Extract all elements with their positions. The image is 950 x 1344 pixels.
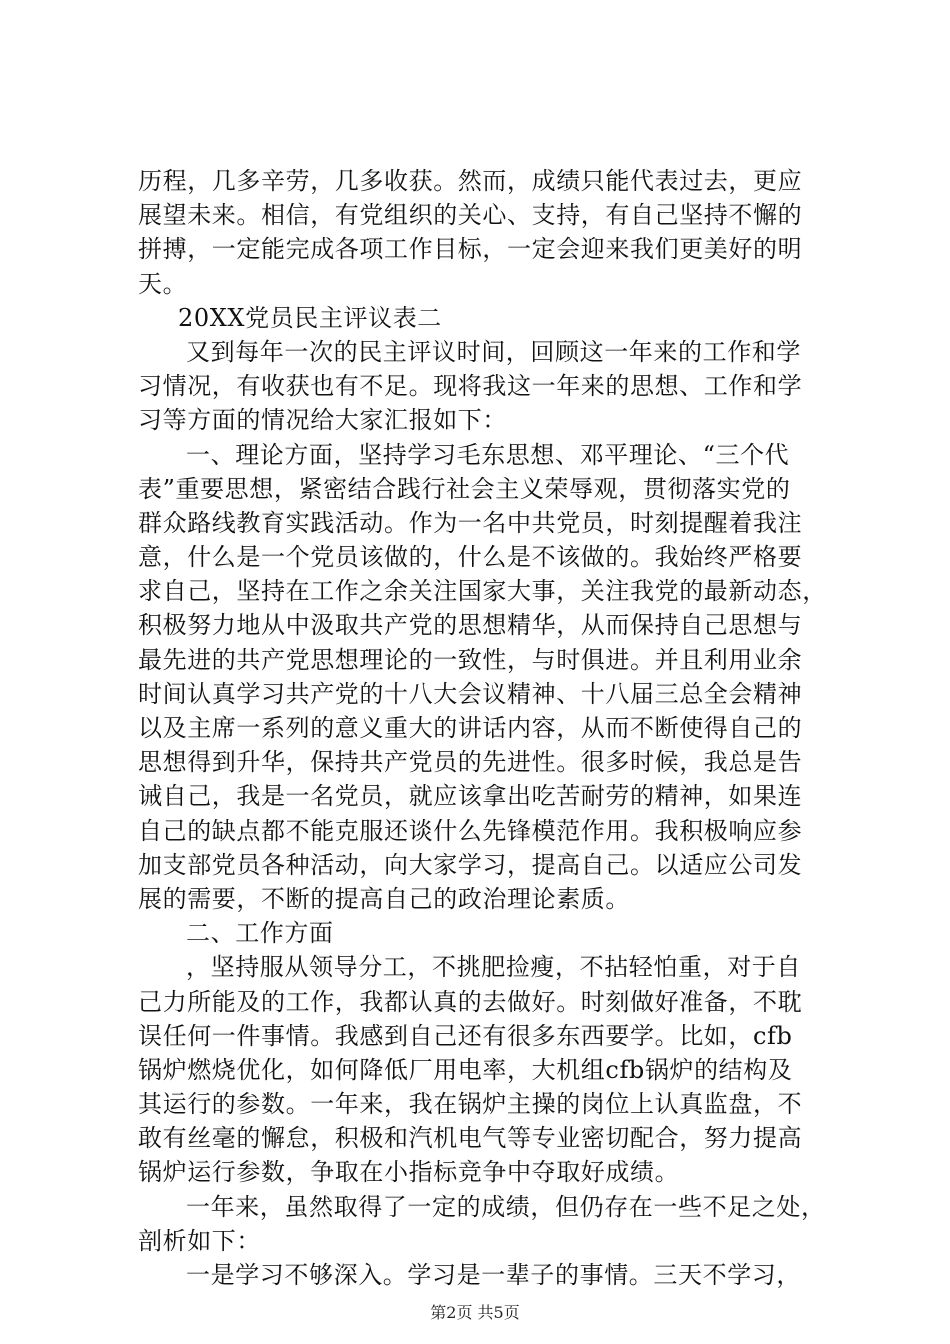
paragraph-line: 展的需要，不断的提高自己的政治理论素质。 — [138, 884, 630, 913]
paragraph-line: 诫自己，我是一名党员，就应该拿出吃苦耐劳的精神，如果连 — [138, 782, 803, 811]
paragraph-line: 习等方面的情况给大家汇报如下： — [138, 406, 507, 435]
paragraph-line: 最先进的共产党思想理论的一致性，与时俱进。并且利用业余 — [138, 645, 803, 674]
section-heading: 20XX党员民主评议表二 — [178, 303, 442, 332]
paragraph-line: 一、理论方面，坚持学习毛东思想、邓平理论、“三个代 — [186, 440, 790, 469]
paragraph-line: 积极努力地从中汲取共产党的思想精华，从而保持自己思想与 — [138, 611, 803, 640]
paragraph-line: 敢有丝毫的懈怠，积极和汽机电气等专业密切配合，努力提高 — [138, 1124, 803, 1153]
paragraph-line: 己力所能及的工作，我都认真的去做好。时刻做好准备，不耽 — [138, 987, 803, 1016]
paragraph-line: 自己的缺点都不能克服还谈什么先锋模范作用。我积极响应参 — [138, 816, 803, 845]
paragraph-line: 锅炉运行参数，争取在小指标竞争中夺取好成绩。 — [138, 1158, 680, 1187]
paragraph-line: 习情况，有收获也有不足。现将我这一年来的思想、工作和学 — [138, 372, 803, 401]
paragraph-line: 一是学习不够深入。学习是一辈子的事情。三天不学习， — [186, 1261, 801, 1289]
paragraph-line: 历程，几多辛劳，几多收获。然而，成绩只能代表过去，更应 — [138, 167, 803, 195]
paragraph-line: ，坚持服从领导分工，不挑肥捡瘦，不拈轻怕重，对于自 — [186, 953, 801, 982]
document-body — [138, 164, 828, 1292]
paragraph-line: 思想得到升华，保持共产党员的先进性。很多时候，我总是告 — [138, 748, 803, 777]
paragraph-line: 意，什么是一个党员该做的，什么是不该做的。我始终严格要 — [138, 543, 803, 572]
section-heading: 二、工作方面 — [186, 919, 334, 948]
paragraph-line: 锅炉燃烧优化，如何降低厂用电率，大机组cfb锅炉的结构及 — [138, 1055, 793, 1084]
paragraph-line: 以及主席一系列的意义重大的讲话内容，从而不断使得自己的 — [138, 714, 803, 742]
paragraph-line: 表”重要思想，紧密结合践行社会主义荣辱观，贯彻落实党的 — [138, 474, 791, 503]
paragraph-line: 拼搏，一定能完成各项工作目标，一定会迎来我们更美好的明 — [138, 235, 803, 264]
paragraph-line: 剖析如下： — [138, 1226, 261, 1255]
paragraph-line: 又到每年一次的民主评议时间，回顾这一年来的工作和学 — [186, 337, 801, 366]
paragraph-line: 群众路线教育实践活动。作为一名中共党员，时刻提醒着我注 — [138, 508, 803, 537]
page-number-footer: 第2页 共5页 — [430, 1303, 520, 1322]
paragraph-line: 其运行的参数。一年来，我在锅炉主操的岗位上认真监盘，不 — [138, 1090, 803, 1119]
paragraph-line: 展望未来。相信，有党组织的关心、支持，有自己坚持不懈的 — [138, 201, 803, 230]
paragraph-line: 求自己，坚持在工作之余关注国家大事，关注我党的最新动态， — [138, 577, 827, 606]
paragraph-line: 天。 — [138, 269, 188, 298]
paragraph-line: 加支部党员各种活动，向大家学习，提高自己。以适应公司发 — [138, 850, 803, 879]
paragraph-line: 误任何一件事情。我感到自己还有很多东西要学。比如，cfb — [138, 1021, 793, 1050]
paragraph-line: 时间认真学习共产党的十八大会议精神、十八届三总全会精神 — [138, 679, 803, 708]
paragraph-line: 一年来，虽然取得了一定的成绩，但仍存在一些不足之处， — [186, 1192, 826, 1221]
